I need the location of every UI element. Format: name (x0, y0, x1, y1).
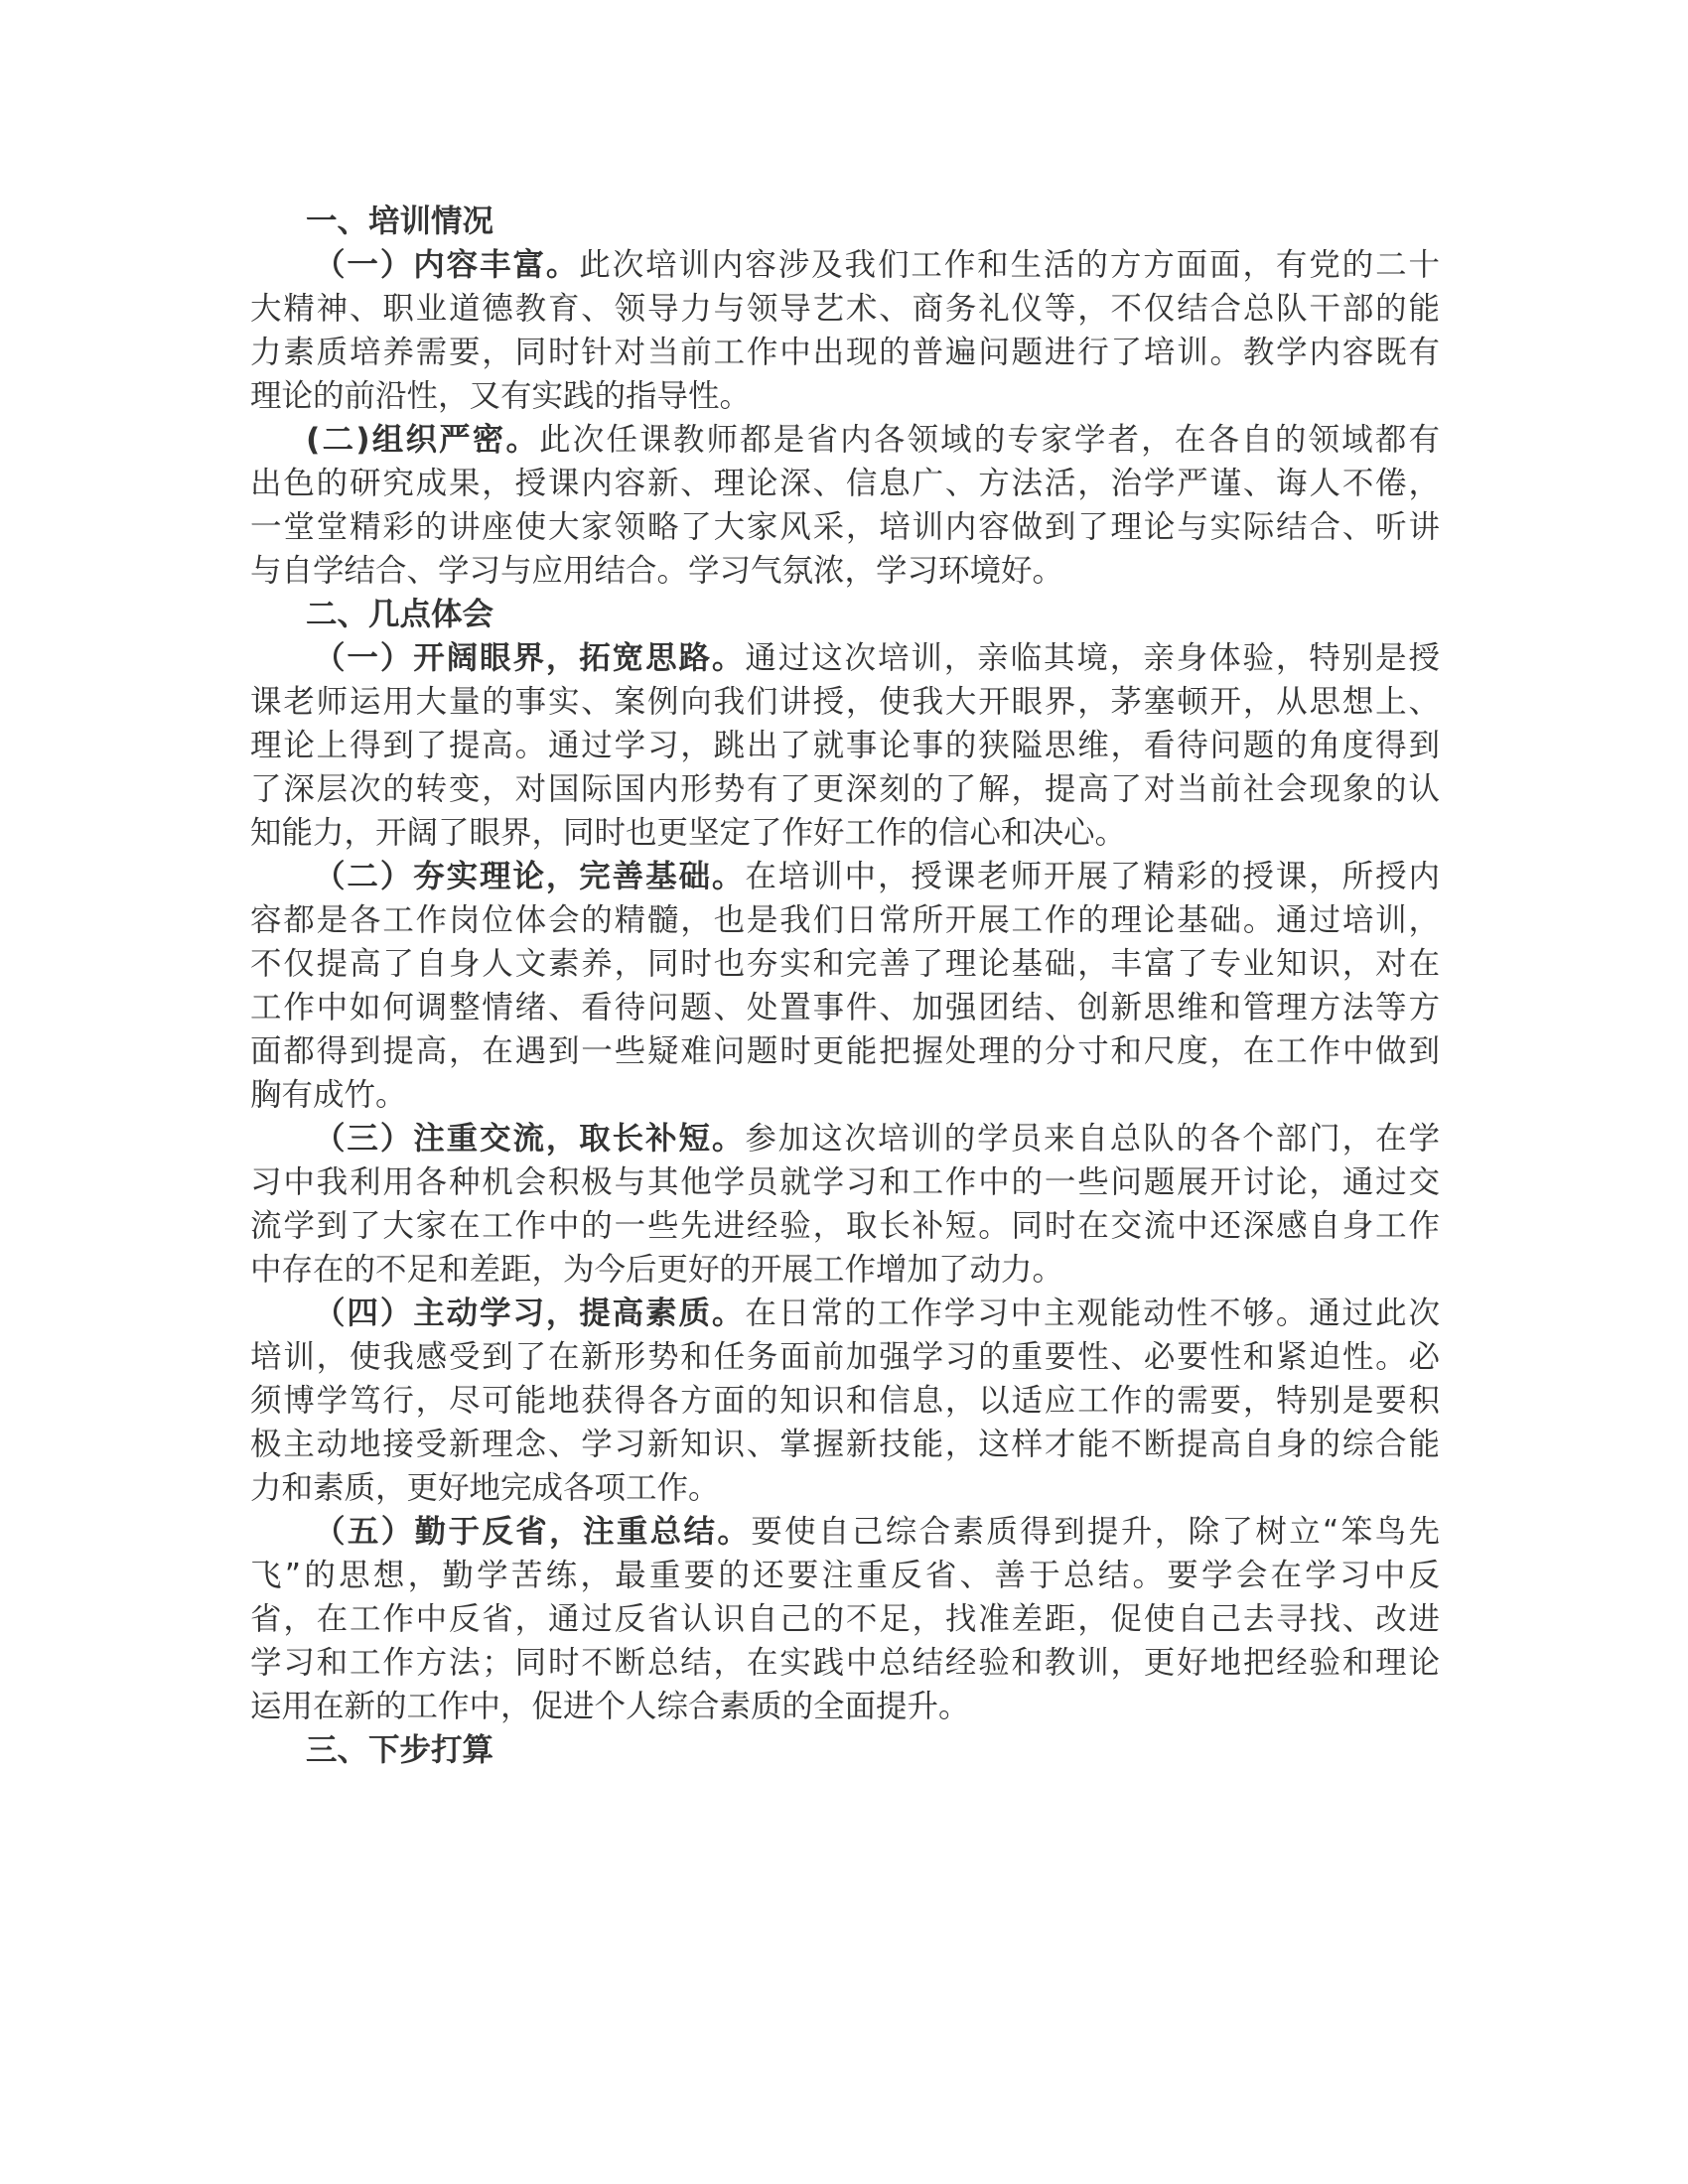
paragraph-line: 飞”的思想，勤学苦练，最重要的还要注重反省、善于总结。要学会在学习中反 (250, 1558, 1440, 1593)
paragraph-line: 须博学笃行，尽可能地获得各方面的知识和信息，以适应工作的需要，特别是要积 (250, 1383, 1440, 1419)
paragraph-line: 面都得到提高，在遇到一些疑难问题时更能把握处理的分寸和尺度，在工作中做到 (250, 1033, 1440, 1069)
paragraph-text: 此次任课教师都是省内各领域的专家学者，在各自的领域都有 (539, 422, 1440, 458)
paragraph-lead: （二）夯实理论，完善基础。 (314, 859, 746, 894)
paragraph (250, 855, 1440, 1117)
paragraph-line: 学习和工作方法；同时不断总结，在实践中总结经验和教训，更好地把经验和理论 (250, 1645, 1440, 1681)
paragraph-line: 工作中如何调整情绪、看待问题、处置事件、加强团结、创新思维和管理方法等方 (250, 990, 1440, 1025)
paragraph-text: 在培训中，授课老师开展了精彩的授课，所授内 (745, 859, 1440, 894)
paragraph-line: 大精神、职业道德教育、领导力与领导艺术、商务礼仪等，不仅结合总队干部的能 (250, 291, 1440, 327)
paragraph-text: 通过这次培训，亲临其境，亲身体验，特别是授 (745, 640, 1440, 676)
paragraph-line: 与自学结合、学习与应用结合。学习气氛浓，学习环境好。 (250, 553, 1064, 589)
paragraph-line: 一堂堂精彩的讲座使大家领略了大家风采，培训内容做到了理论与实际结合、听讲 (250, 509, 1440, 545)
paragraph-line: 课老师运用大量的事实、案例向我们讲授，使我大开眼界，茅塞顿开，从思想上、 (250, 684, 1440, 720)
section-heading: 三、下步打算 (306, 1732, 494, 1768)
paragraph-lead: （三）注重交流，取长补短。 (314, 1121, 746, 1157)
paragraph (250, 243, 1440, 418)
paragraph-lead: （五）勤于反省，注重总结。 (314, 1514, 752, 1550)
paragraph-lead: （一）内容丰富。 (314, 247, 580, 283)
paragraph-line: 出色的研究成果，授课内容新、理论深、信息广、方法活，治学严谨、诲人不倦， (250, 466, 1440, 501)
paragraph-line: 力和素质，更好地完成各项工作。 (250, 1470, 720, 1506)
paragraph-line: 力素质培养需要，同时针对当前工作中出现的普遍问题进行了培训。教学内容既有 (250, 335, 1440, 370)
paragraph-line (250, 1117, 1440, 1160)
section-heading: 二、几点体会 (306, 597, 494, 632)
paragraph-text: 此次培训内容涉及我们工作和生活的方方面面，有党的二十 (579, 247, 1440, 283)
paragraph-line: 胸有成竹。 (250, 1077, 407, 1113)
paragraph-line: 中存在的不足和差距，为今后更好的开展工作增加了动力。 (250, 1252, 1064, 1288)
paragraph-text: 在日常的工作学习中主观能动性不够。通过此次 (745, 1296, 1440, 1331)
paragraph-line: 流学到了大家在工作中的一些先进经验，取长补短。同时在交流中还深感自身工作 (250, 1208, 1440, 1244)
paragraph-line (250, 1510, 1440, 1554)
paragraph-line: 运用在新的工作中，促进个人综合素质的全面提升。 (250, 1689, 970, 1724)
paragraph-text: 要使自己综合素质得到提升，除了树立“笨鸟先 (751, 1514, 1440, 1550)
paragraph-line: 习中我利用各种机会积极与其他学员就学习和工作中的一些问题展开讨论，通过交 (250, 1164, 1440, 1200)
section-heading: 一、培训情况 (306, 204, 494, 239)
paragraph-line: 培训，使我感受到了在新形势和任务面前加强学习的重要性、必要性和紧迫性。必 (250, 1339, 1440, 1375)
paragraph-lead: （一）开阔眼界，拓宽思路。 (314, 640, 746, 676)
paragraph-line: 知能力，开阔了眼界，同时也更坚定了作好工作的信心和决心。 (250, 815, 1127, 851)
paragraph-line: 容都是各工作岗位体会的精髓，也是我们日常所开展工作的理论基础。通过培训， (250, 902, 1440, 938)
paragraph-lead: （四）主动学习，提高素质。 (314, 1296, 746, 1331)
paragraph-line: 理论的前沿性，又有实践的指导性。 (250, 378, 752, 414)
paragraph-line (250, 855, 1440, 898)
paragraph (250, 418, 1440, 593)
paragraph-line (250, 418, 1440, 462)
paragraph-line: 不仅提高了自身人文素养，同时也夯实和完善了理论基础，丰富了专业知识，对在 (250, 946, 1440, 982)
paragraph-text: 参加这次培训的学员来自总队的各个部门，在学 (745, 1121, 1440, 1157)
paragraph-line: 省，在工作中反省，通过反省认识自己的不足，找准差距，促使自己去寻找、改进 (250, 1601, 1440, 1637)
paragraph (250, 1292, 1440, 1510)
paragraph-lead: (二)组织严密。 (306, 422, 540, 458)
paragraph (250, 1117, 1440, 1292)
paragraph-line (250, 636, 1440, 680)
paragraph (250, 1510, 1440, 1728)
document-page (250, 200, 1440, 1772)
paragraph-line (250, 1292, 1440, 1335)
paragraph-line: 了深层次的转变，对国际国内形势有了更深刻的了解，提高了对当前社会现象的认 (250, 771, 1440, 807)
paragraph (250, 636, 1440, 855)
paragraph-line: 理论上得到了提高。通过学习，跳出了就事论事的狭隘思维，看待问题的角度得到 (250, 728, 1440, 763)
paragraph-line: 极主动地接受新理念、学习新知识、掌握新技能，这样才能不断提高自身的综合能 (250, 1427, 1440, 1462)
paragraph-line (250, 243, 1440, 287)
